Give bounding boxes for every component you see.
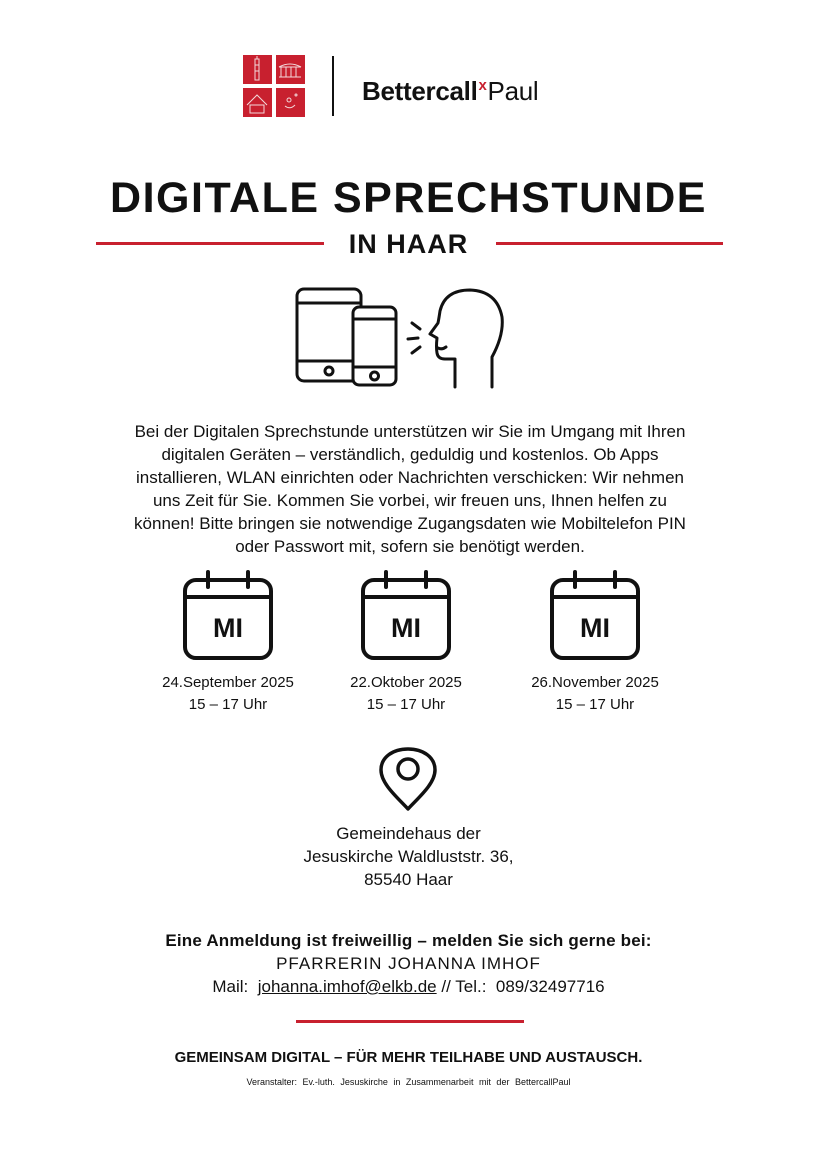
mail-link[interactable]: johanna.imhof@elkb.de [257, 977, 437, 996]
venue-line: 85540 Haar [364, 870, 453, 889]
calendar-icon [359, 570, 453, 662]
tablet-icon [297, 289, 361, 381]
event-date: 22.Oktober 2025 [350, 674, 462, 691]
registration-note: Eine Anmeldung ist freiweillig – melden Sie sich gerne bei: [165, 931, 652, 950]
smartphone-icon [353, 307, 396, 385]
intro-line: können! Bitte bringen sie notwendige Zugangsdaten wie Mobiltelefon PIN [134, 514, 686, 533]
devices-illustration [292, 285, 508, 390]
logo-divider [332, 56, 334, 116]
calendar-icon [548, 570, 642, 662]
intro-line: installieren, WLAN einrichten oder Nachrichten verschicken: Wir nehmen [135, 468, 684, 487]
event-date: 26.November 2025 [531, 674, 659, 691]
footer-divider [296, 1020, 524, 1023]
event-date: 24.September 2025 [162, 674, 294, 691]
brand-wordmark [362, 71, 538, 106]
logo-row [0, 55, 817, 117]
venue-address [0, 822, 817, 891]
mail-label: Mail: [212, 977, 249, 996]
venue-line: Gemeindehaus der [336, 824, 481, 843]
calendar-day: MI [213, 613, 243, 643]
contact-block [0, 929, 817, 998]
intro-line: digitalen Geräten – verständlich, geduldig und kostenlos. Ob Apps [161, 445, 659, 464]
event-1 [138, 570, 318, 716]
event-2 [316, 570, 496, 716]
event-time: 15 – 17 Uhr [188, 696, 268, 713]
calendar-icon [181, 570, 275, 662]
event-3 [505, 570, 685, 716]
footer-headline: GEMEINSAM DIGITAL – FÜR MEHR TEILHABE UND AUSTAUSCH. [174, 1049, 643, 1066]
brand-name-bold: Bettercall [362, 76, 478, 106]
brand-name-x: x [478, 77, 487, 94]
contact-separator: // [441, 977, 451, 996]
contact-name: PFARRERIN JOHANNA IMHOF [276, 954, 541, 973]
church-mosaic-logo-icon [243, 55, 305, 117]
organizer-note: Veranstalter: Ev.-luth. Jesuskirche in Zusammenarbeit mit der BettercallPaul [246, 1077, 571, 1087]
calendar-day: MI [391, 613, 421, 643]
calendar-day: MI [580, 613, 610, 643]
phone-number: 089/32497716 [495, 977, 605, 996]
intro-line: oder Passwort mit, sofern sie benötigt werden. [235, 537, 585, 556]
intro-line: Bei der Digitalen Sprechstunde unterstützen wir Sie im Umgang mit Ihren [134, 422, 686, 441]
contact-line [0, 975, 817, 998]
venue-line: Jesuskirche Waldluststr. 36, [303, 847, 514, 866]
event-time: 15 – 17 Uhr [555, 696, 635, 713]
page-subtitle: IN HAAR [348, 229, 469, 259]
brand-name-regular: Paul [487, 76, 539, 106]
speaking-head-icon [408, 290, 502, 387]
location-pin-icon [378, 746, 438, 812]
subtitle-row [0, 226, 817, 262]
phone-label: Tel.: [455, 977, 487, 996]
intro-text [100, 420, 720, 558]
intro-line: uns Zeit für Sie. Kommen Sie vorbei, wir freuen uns, Ihnen helfen zu [152, 491, 668, 510]
event-time: 15 – 17 Uhr [366, 696, 446, 713]
page-title: DIGITALE SPRECHSTUNDE [110, 174, 707, 222]
